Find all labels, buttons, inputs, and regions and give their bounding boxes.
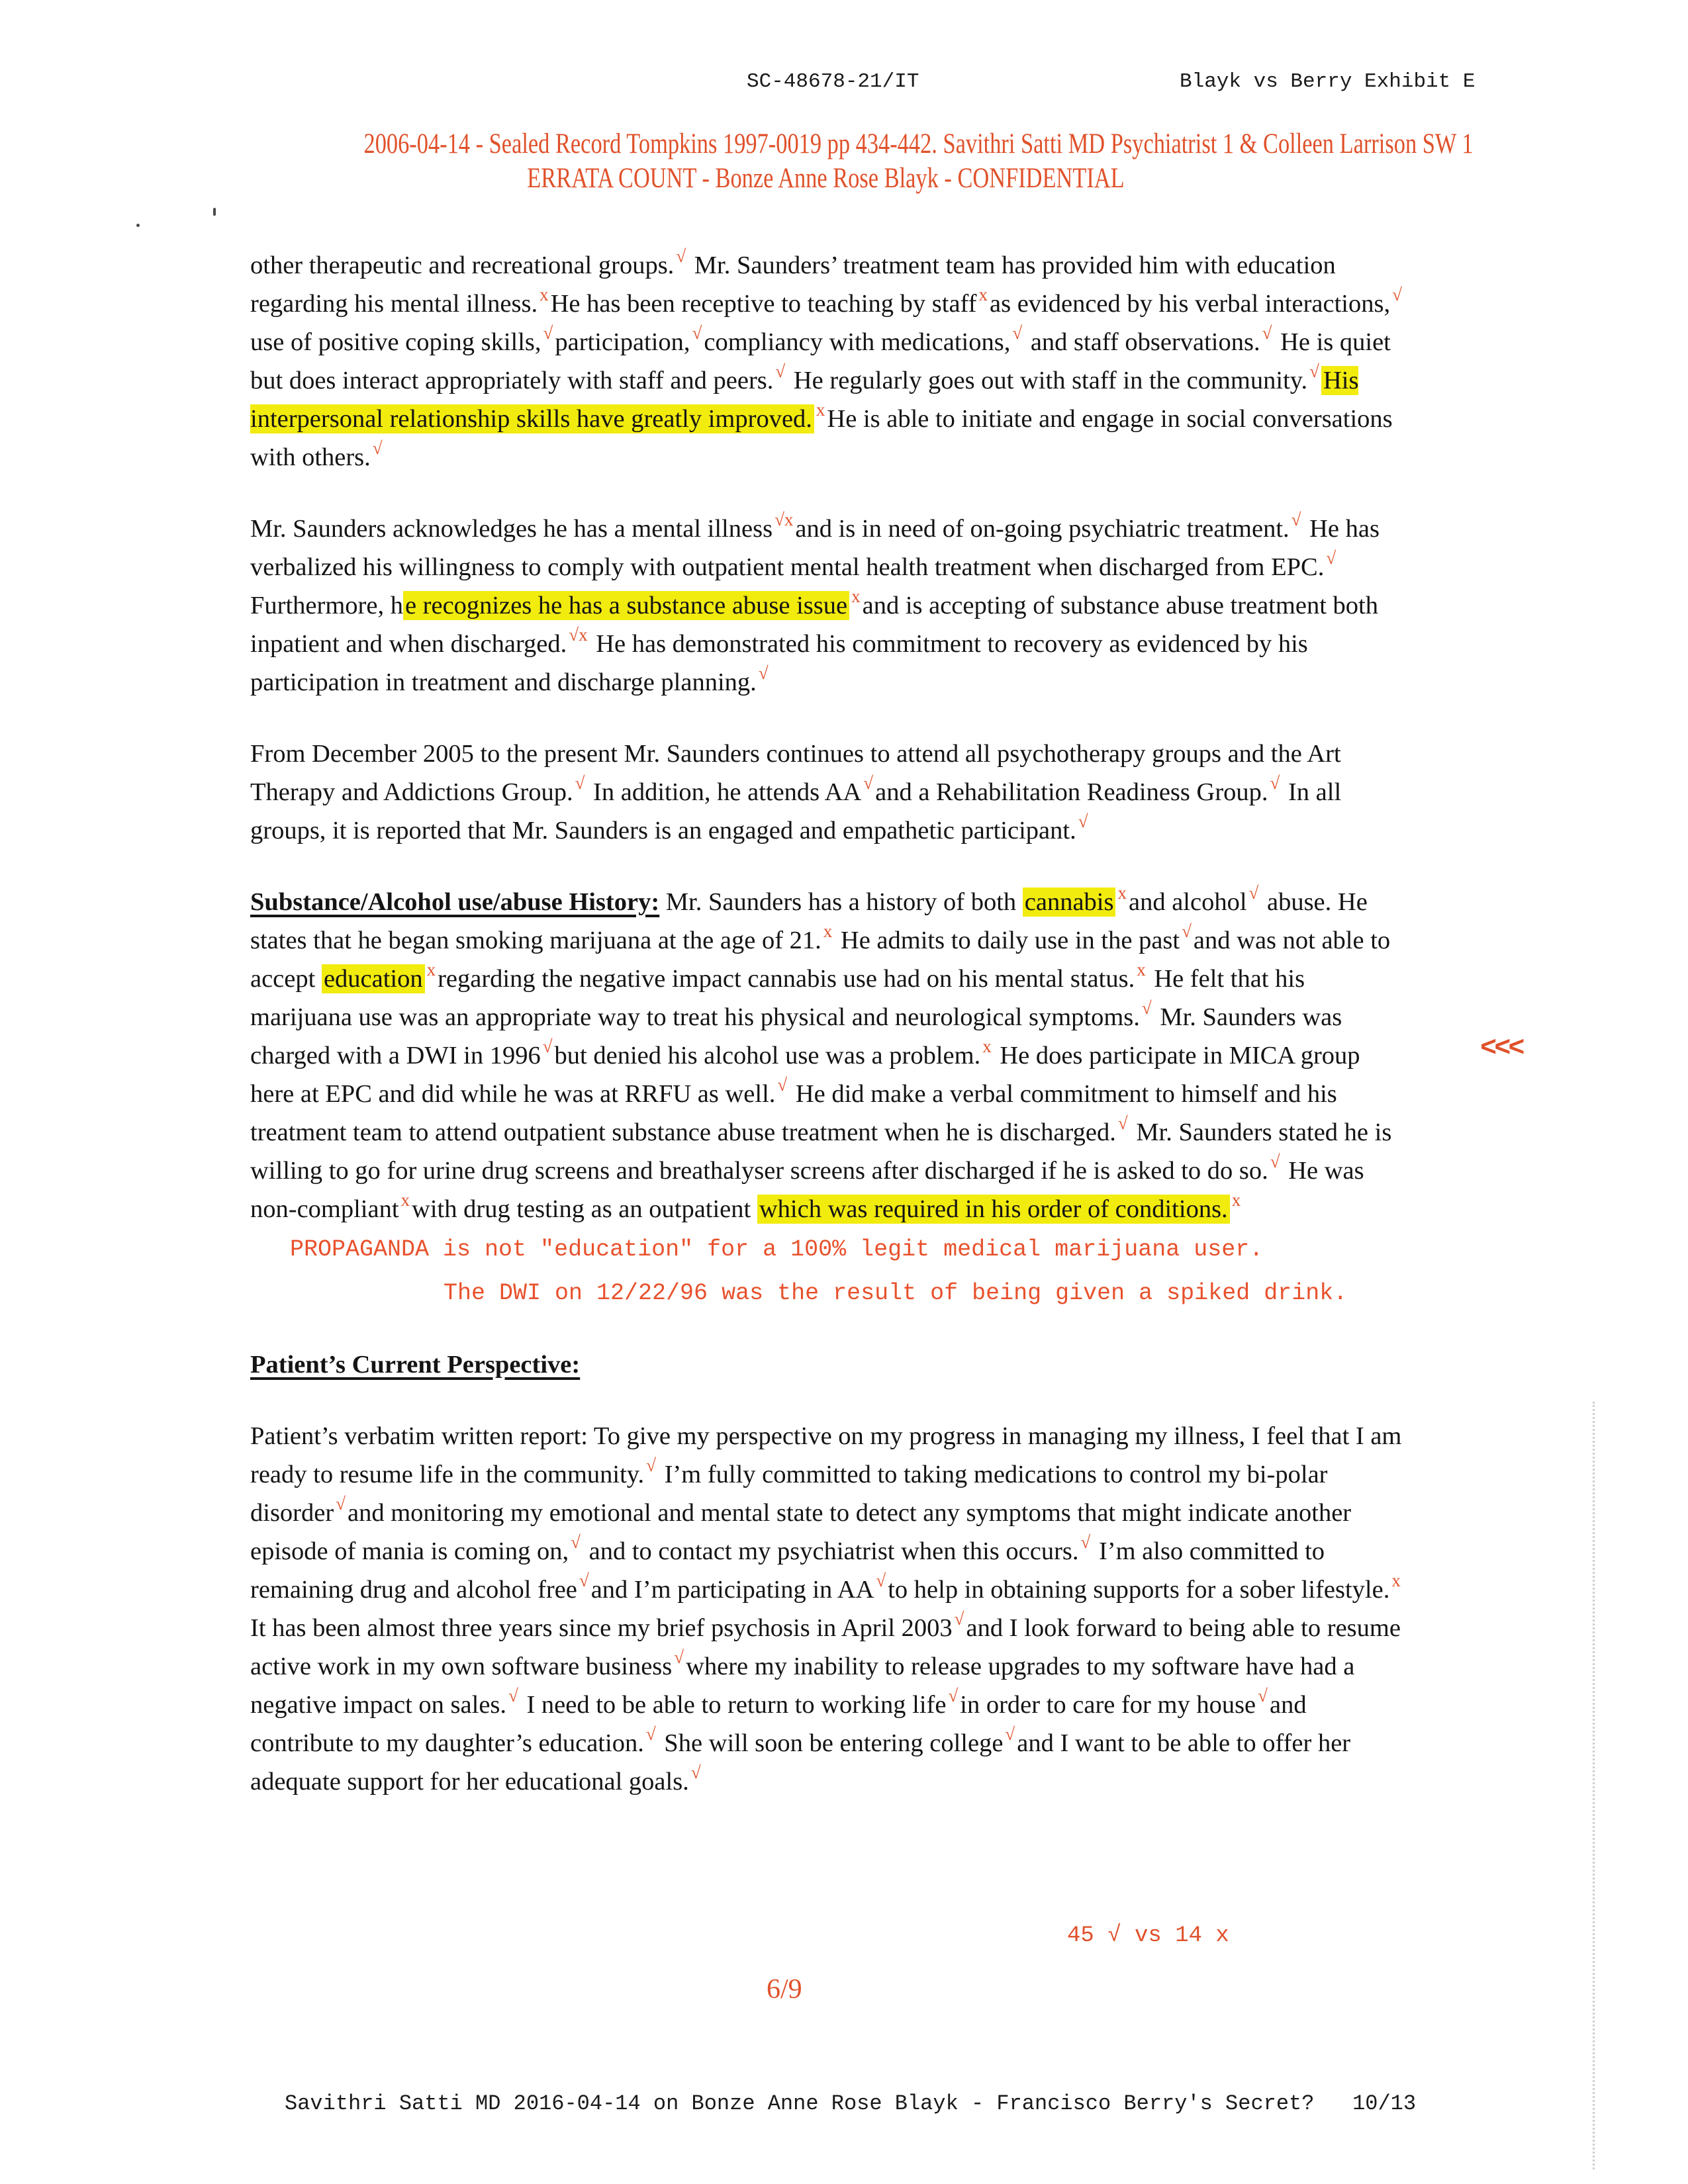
errata-tally: 45 √ vs 14 x	[1067, 1923, 1229, 1948]
body-text-run: He has demonstrated his commitment to recovery as evidenced by his participation in treatment and discharge planning.	[250, 630, 1308, 696]
body-text-run: and is in need of on-going psychiatric treatment.	[795, 515, 1289, 543]
body-text-run: Furthermore, h	[250, 592, 403, 619]
case-number: SC-48678-21/IT	[747, 70, 919, 93]
paragraph: Substance/Alcohol use/abuse History: Mr. Saunders has a history of both cannabis xand alcohol √ abuse. He states that he began smoking marijuana at the age of 21. x He admits to daily use in the past √and was not able to accept education xregarding the negative impact cannabis use had on his mental status. x He felt that his marijuana use was an appropriate way to treat his physical and neurological symptoms. √ Mr. Saunders was charged with a DWI in 1996 √but denied his alcohol use was a problem. x He does participate in MICA group here at EPC and did while he was at RRFU as well. √ He did make a verbal commitment to himself and his treatment team to attend outpatient substance abuse treatment when he is discharged. √ Mr. Saunders stated he is willing to go for urine drug screens and breathalyser screens after discharged if he is asked to do so. √ He was non-compliant xwith drug testing as an outpatient which was required in his order of conditions. xPROPAGANDA is not "education" for a 100% legit medical marijuana user. The DWI on 12/22/96 was the result of being given a spiked drink.	[250, 883, 1405, 1312]
body-text-run: In all groups, it is reported that Mr. Saunders is an engaged and empathetic participant.	[250, 778, 1342, 844]
body-text-run: Patient’s verbatim written report: To give my perspective on my progress in managing my illness, I feel that I am ready to resume life in the community.	[250, 1422, 1402, 1488]
body-text-run: and I’m participating in AA	[590, 1576, 874, 1604]
body-text-run: She will soon be entering college	[657, 1729, 1004, 1757]
scan-speck	[136, 224, 140, 227]
body-text-run: regarding the negative impact cannabis use had on his mental status.	[438, 965, 1135, 993]
body-text-run: and is accepting of substance abuse treatment both inpatient and when discharged.	[250, 592, 1378, 658]
body-text-run: He was non-compliant	[250, 1157, 1364, 1223]
paragraph	[250, 1345, 1405, 1384]
paragraph: other therapeutic and recreational groups. √ Mr. Saunders’ treatment team has provided him with education regarding his mental illness. xHe has been receptive to teaching by staff xas evidenced by his verbal interactions, √use of positive coping skills, √participation, √compliancy with medications, √ and staff observations. √ He is quiet but does interact appropriately with staff and peers. √ He regularly goes out with staff in the community. √ His interpersonal relationship skills have greatly improved. xHe is able to initiate and engage in social conversations with others. √	[250, 246, 1402, 471]
scan-speck	[213, 208, 216, 216]
body-text-run: He has verbalized his willingness to comply with outpatient mental health treatment when discharged from EPC.	[250, 515, 1380, 581]
body-text-run: He admits to daily use in the past	[834, 927, 1180, 954]
page-fraction: 6/9	[767, 1974, 802, 2005]
body-text-run: Mr. Saunders acknowledges he has a mental illness	[250, 515, 773, 543]
body-text-run: He is quiet but does interact appropriately with staff and peers.	[250, 328, 1391, 394]
body-text-run: and was not able to accept	[250, 927, 1391, 993]
section-heading: Patient’s Current Perspective:	[250, 1351, 581, 1379]
paragraph: Mr. Saunders acknowledges he has a mental illness √xand is in need of on-going psychiatric treatment. √ He has verbalized his willingness to comply with outpatient mental health treatment when discharged from EPC. √Furthermore, he recognizes he has a substance abuse issue xand is accepting of substance abuse treatment both inpatient and when discharged. √x He has demonstrated his commitment to recovery as evidenced by his participation in treatment and discharge planning. √	[250, 510, 1380, 696]
highlighted-text: which was required in his order of conditions.	[757, 1195, 1230, 1224]
exhibit-label: Blayk vs Berry Exhibit E	[1180, 70, 1476, 93]
annotation-red-text: The DWI on 12/22/96 was the result of being given a spiked drink.	[444, 1280, 1348, 1306]
body-text-run: and staff observations.	[1024, 328, 1260, 356]
paragraph: Patient’s verbatim written report: To give my perspective on my progress in managing my illness, I feel that I am ready to resume life in the community. √ I’m fully committed to taking medications to control my bi-polar disorder √and monitoring my emotional and mental state to detect any symptoms that might indicate another episode of mania is coming on, √ and to contact my psychiatrist when this occurs. √ I’m also committed to remaining drug and alcohol free √and I’m participating in AA √to help in obtaining supports for a sober lifestyle. x It has been almost three years since my brief psychosis in April 2003 √and I look forward to being able to resume active work in my own software business √where my inability to release upgrades to my software have had a negative impact on sales. √ I need to be able to return to working life √in order to care for my house √and contribute to my daughter’s education. √ She will soon be entering college √and I want to be able to offer her adequate support for her educational goals. √	[250, 1422, 1402, 1796]
body-text-run: He did make a verbal commitment to himself and his treatment team to attend outpatient substance abuse treatment when he is discharged.	[250, 1080, 1337, 1146]
body-text-run: Mr. Saunders has a history of both	[659, 888, 1023, 916]
body-text-run: and to contact my psychiatrist when this occurs.	[582, 1537, 1079, 1565]
body-text-run: It has been almost three years since my brief psychosis in April 2003	[250, 1614, 953, 1642]
body-text-run: He is able to initiate and engage in social conversations with others.	[250, 405, 1393, 471]
body-text-run: other therapeutic and recreational groups.	[250, 251, 675, 279]
body-text-run: Mr. Saunders’ treatment team has provided him with education regarding his mental illness.	[250, 251, 1336, 318]
body-text-run: In addition, he attends AA	[586, 778, 862, 806]
body-text-run: From December 2005 to the present Mr. Saunders continues to attend all psychotherapy groups and the Art Therapy and Addictions Group.	[250, 740, 1341, 806]
body-text-run: and alcohol	[1128, 888, 1247, 916]
body-text-run: in order to care for my house	[960, 1691, 1256, 1719]
body-text-run: to help in obtaining supports for a sober lifestyle.	[888, 1576, 1390, 1604]
annotation-red-text: PROPAGANDA is not "education" for a 100% legit medical marijuana user.	[290, 1236, 1264, 1263]
body-text-run: I’m fully committed to taking medications to control my bi-polar disorder	[250, 1461, 1328, 1527]
body-text-run: Mr. Saunders stated he is willing to go for urine drug screens and breathalyser screens after discharged if he is asked to do so.	[250, 1118, 1392, 1185]
body-text-run: I need to be able to return to working life	[520, 1691, 947, 1719]
body-text-run: use of positive coping skills,	[250, 328, 541, 356]
body-text-run: I’m also committed to remaining drug and alcohol free	[250, 1537, 1325, 1604]
highlighted-text: His interpersonal relationship skills have greatly improved.	[250, 367, 1359, 433]
highlighted-text: e recognizes he has a substance abuse issue	[403, 591, 849, 620]
body-text-run: Mr. Saunders was charged with a DWI in 1996	[250, 1003, 1342, 1069]
body-text-run: and I look forward to being able to resume active work in my own software business	[250, 1614, 1401, 1680]
body-text-run: with drug testing as an outpatient	[412, 1195, 757, 1223]
margin-marker: <<<	[1480, 1032, 1523, 1064]
body-text-run: and I want to be able to offer her adequate support for her educational goals.	[250, 1729, 1351, 1796]
body-text-run: participation,	[555, 328, 690, 356]
body-text-run: He has been receptive to teaching by staff	[550, 290, 977, 318]
body-text-run: and monitoring my emotional and mental state to detect any symptoms that might indicate another episode of mania is coming on,	[250, 1499, 1352, 1565]
body-text-run: but denied his alcohol use was a problem.	[554, 1042, 981, 1069]
highlighted-text: cannabis	[1023, 887, 1116, 917]
errata-stamp	[248, 127, 1474, 196]
section-heading: Substance/Alcohol use/abuse History:	[250, 888, 660, 916]
body-text-run: He regularly goes out with staff in the community.	[787, 367, 1308, 394]
body-text-run: He felt that his marijuana use was an appropriate way to treat his physical and neurological symptoms.	[250, 965, 1305, 1031]
body-text-run: and a Rehabilitation Readiness Group.	[875, 778, 1268, 806]
footer-line: Savithri Satti MD 2016-04-14 on Bonze Anne Rose Blayk - Francisco Berry's Secret? 10/13	[285, 2091, 1417, 2116]
paragraph: From December 2005 to the present Mr. Saunders continues to attend all psychotherapy groups and the Art Therapy and Addictions Group. √ In addition, he attends AA √and a Rehabilitation Readiness Group. √ In all groups, it is reported that Mr. Saunders is an engaged and empathetic participant. √	[250, 740, 1342, 844]
stamp-line-2: ERRATA COUNT - Bonze Anne Rose Blayk - CONFIDENTIAL	[527, 163, 1125, 194]
body-text-run: compliancy with medications,	[704, 328, 1011, 356]
document-body	[250, 246, 1405, 1834]
body-text-run: He does participate in MICA group here at EPC and did while he was at RRFU as well.	[250, 1042, 1360, 1108]
highlighted-text: education	[322, 964, 425, 993]
body-text-run: abuse. He states that he began smoking marijuana at the age of 21.	[250, 888, 1368, 954]
body-text-run: and contribute to my daughter’s education.	[250, 1691, 1307, 1757]
body-text-run: where my inability to release upgrades to my software have had a negative impact on sales.	[250, 1653, 1355, 1719]
body-text-run: as evidenced by his verbal interactions,	[990, 290, 1391, 318]
stamp-line-1: 2006-04-14 - Sealed Record Tompkins 1997-0019 pp 434-442. Savithri Satti MD Psychiatrist 1 & Colleen Larrison SW 1	[363, 128, 1474, 159]
scan-artifact-line	[1593, 1402, 1595, 2169]
